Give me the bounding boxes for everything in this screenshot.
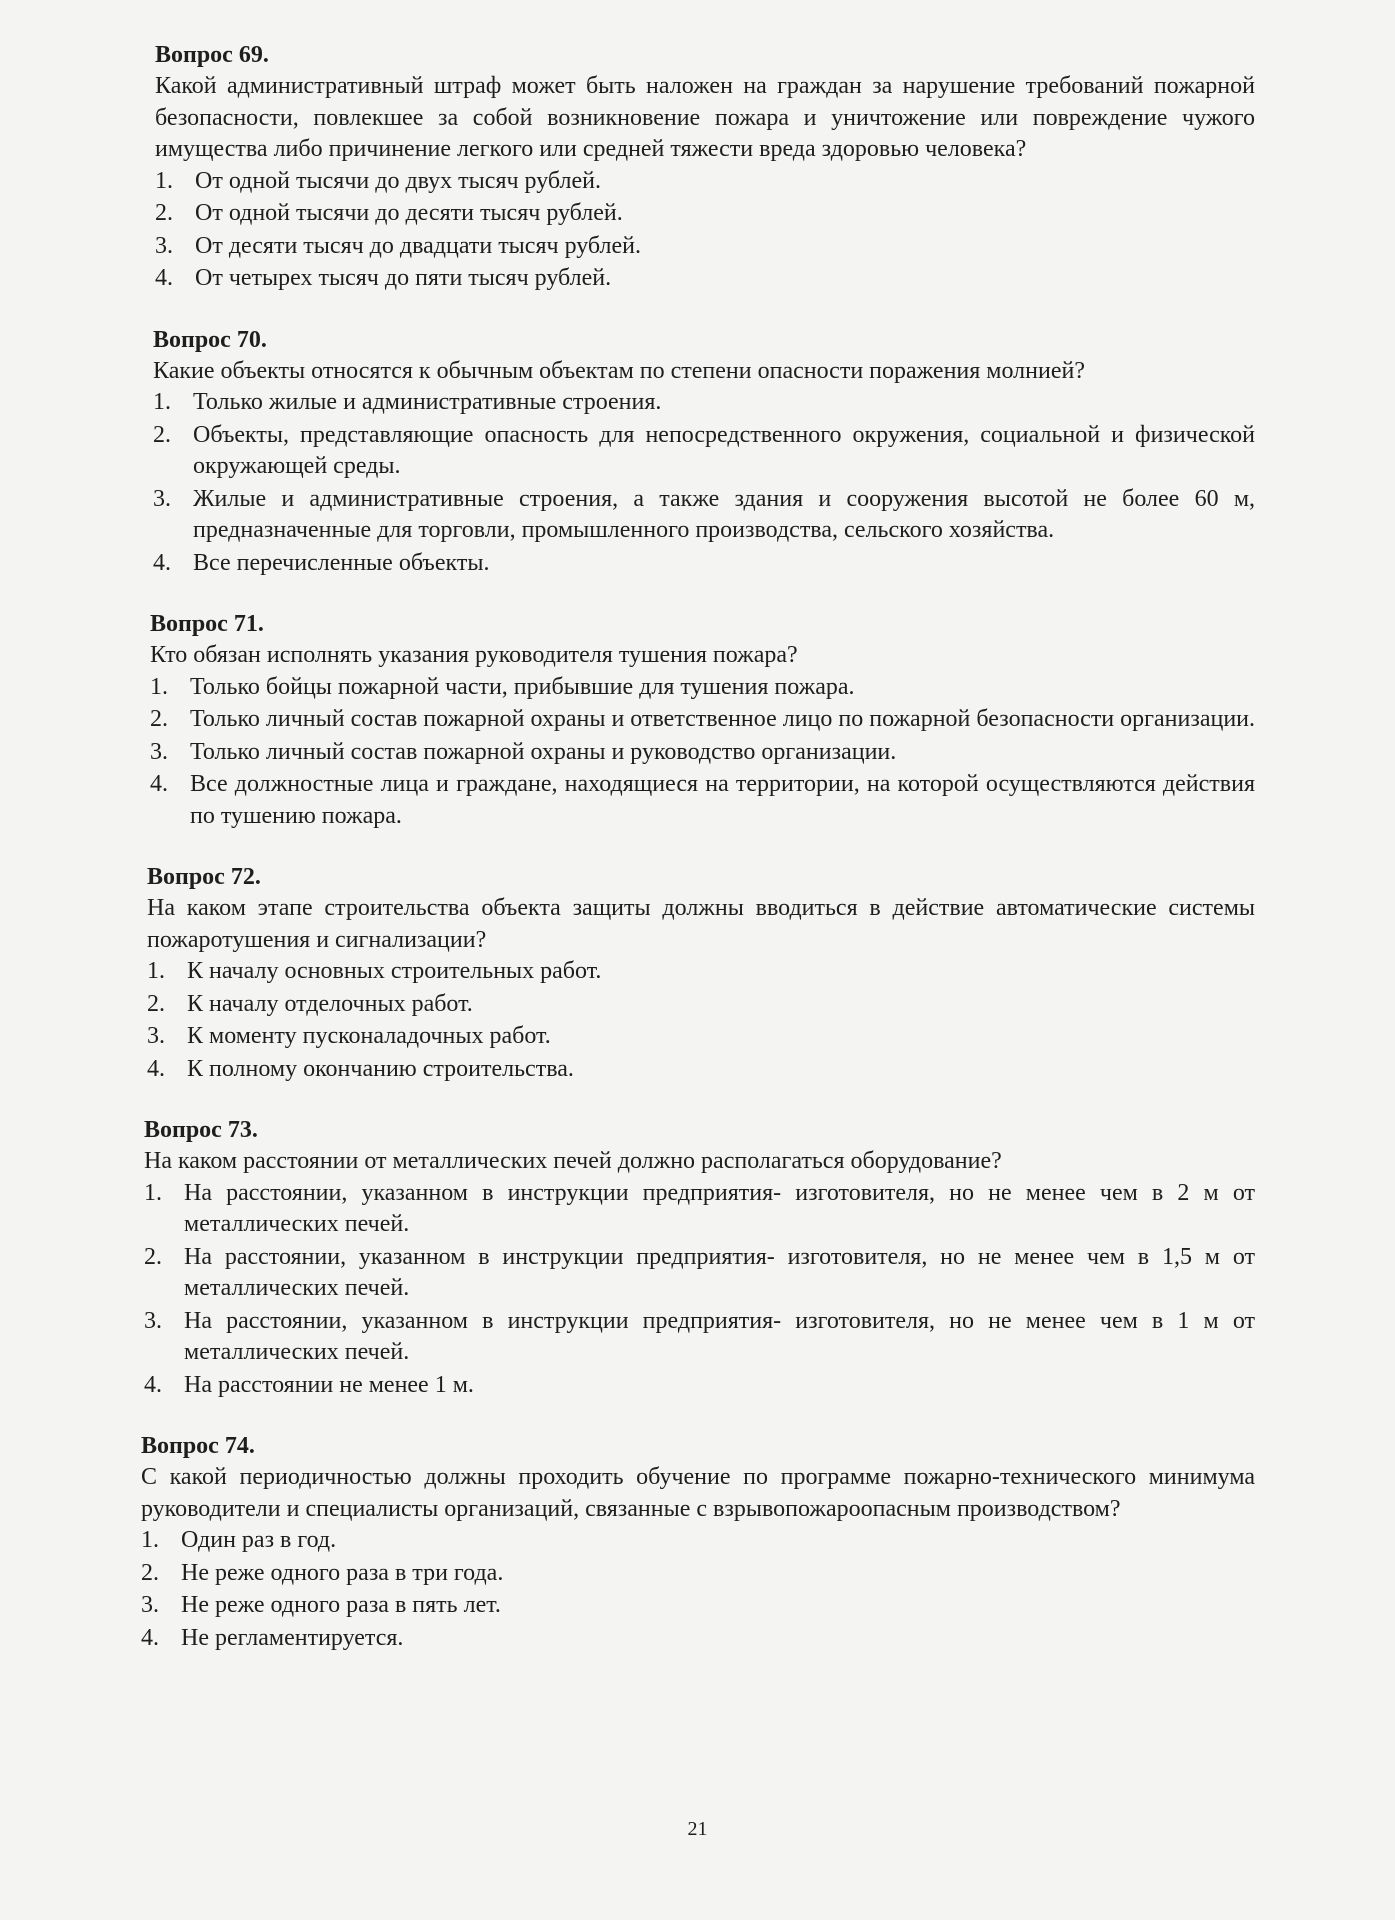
answer-option [150,704,1255,736]
answer-option [147,1021,1255,1053]
question-title: Вопрос 70. [153,326,267,353]
answer-option [150,737,1255,769]
option-number: 3. [155,232,173,259]
option-text: На расстоянии, указанном в инструкции предприятия- изготовителя, но не менее чем в 2 м от металлических печей. [184,1179,1255,1237]
question-71 [150,609,1255,832]
option-number: 4. [153,549,171,576]
answer-option [141,1590,1255,1622]
option-text: Не реже одного раза в три года. [181,1559,504,1586]
question-title: Вопрос 71. [150,611,264,637]
answer-option [141,1558,1255,1590]
option-number: 4. [141,1624,159,1651]
option-number: 4. [144,1371,162,1398]
option-text: Не регламентируется. [181,1624,404,1651]
question-title: Вопрос 72. [147,864,261,890]
question-title: Вопрос 73. [144,1117,258,1143]
option-text: Объекты, представляющие опасность для непосредственного окружения, социальной и физической окружающей среды. [193,421,1255,479]
answer-option [155,198,1255,230]
question-72 [147,862,1255,1085]
question-text: С какой периодичностью должны проходить обучение по программе пожарно-технического минимума руководители и специалисты организаций, связанные с взрывопожароопасным производством? [141,1464,1255,1522]
option-number: 4. [147,1055,165,1082]
answer-option [155,263,1255,295]
option-number: 1. [147,958,165,984]
option-text: От четырех тысяч до пяти тысяч рублей. [195,265,612,291]
option-number: 2. [144,1243,162,1270]
option-number: 3. [153,485,171,512]
option-number: 1. [141,1527,159,1553]
answer-option [153,420,1255,483]
option-number: 2. [155,200,173,226]
option-text: От одной тысячи до двух тысяч рублей. [195,167,602,194]
option-text: К полному окончанию строительства. [187,1055,574,1082]
option-text: К моменту пусконаладочных работ. [187,1023,551,1049]
option-number: 1. [155,167,173,194]
answer-option [155,166,1255,198]
option-text: Только личный состав пожарной охраны и ответственное лицо по пожарной безопасности организации. [190,706,1255,732]
question-text: На каком этапе строительства объекта защиты должны вводиться в действие автоматические системы пожаротушения и сигнализации? [147,895,1255,953]
option-number: 3. [141,1592,159,1618]
answer-option [144,1242,1255,1305]
option-text: На расстоянии не менее 1 м. [184,1371,474,1398]
question-74 [141,1431,1255,1654]
answer-option [147,989,1255,1021]
answer-option [150,769,1255,832]
option-text: На расстоянии, указанном в инструкции предприятия- изготовителя, но не менее чем в 1,5 м от металлических печей. [184,1243,1255,1301]
answer-option [155,231,1255,263]
answer-option [147,956,1255,988]
option-text: Только бойцы пожарной части, прибывшие для тушения пожара. [190,673,855,700]
answer-option [141,1525,1255,1557]
option-number: 2. [150,706,168,732]
option-text: К началу отделочных работ. [187,990,473,1017]
question-title: Вопрос 74. [141,1433,255,1459]
answer-option [150,672,1255,704]
option-text: Один раз в год. [181,1527,337,1553]
answer-option [153,484,1255,547]
option-text: Не реже одного раза в пять лет. [181,1592,501,1618]
answer-option [144,1370,1255,1402]
option-text: Все перечисленные объекты. [193,549,490,576]
question-70 [153,325,1255,580]
option-number: 1. [144,1179,162,1206]
question-text: Какой административный штраф может быть наложен на граждан за нарушение требований пожарной безопасности, повлекшее за собой возникновение пожара и уничтожение или повреждение чужого имущества либо причинение легкого или средней тяжести вреда здоровью человека? [155,73,1255,162]
answer-option [144,1178,1255,1241]
option-text: От десяти тысяч до двадцати тысяч рублей. [195,232,642,259]
option-text: К началу основных строительных работ. [187,958,602,984]
option-text: Только жилые и административные строения. [193,389,662,415]
option-number: 4. [150,771,168,797]
option-number: 3. [144,1307,162,1334]
answer-options [144,1178,1255,1402]
question-text: Кто обязан исполнять указания руководителя тушения пожара? [150,642,798,668]
option-number: 1. [150,673,168,700]
option-text: Все должностные лица и граждане, находящиеся на территории, на которой осуществляются действия по тушению пожара. [190,771,1255,829]
option-number: 3. [147,1023,165,1049]
option-text: На расстоянии, указанном в инструкции предприятия- изготовителя, но не менее чем в 1 м от металлических печей. [184,1307,1255,1365]
option-text: Только личный состав пожарной охраны и руководство организации. [190,738,897,765]
option-number: 1. [153,389,171,415]
answer-options [147,956,1255,1085]
question-73 [144,1115,1255,1401]
answer-option [144,1306,1255,1369]
question-69 [155,40,1255,295]
option-number: 2. [141,1559,159,1586]
answer-option [147,1054,1255,1086]
option-text: От одной тысячи до десяти тысяч рублей. [195,200,623,226]
option-text: Жилые и административные строения, а также здания и сооружения высотой не более 60 м, предназначенные для торговли, промышленного производства, сельского хозяйства. [193,485,1255,543]
answer-options [153,387,1255,579]
option-number: 4. [155,265,173,291]
option-number: 3. [150,738,168,765]
question-title: Вопрос 69. [155,42,269,68]
option-number: 2. [153,421,171,448]
question-text: На каком расстоянии от металлических печей должно располагаться оборудование? [144,1148,1002,1174]
answer-options [150,672,1255,833]
page-number: 21 [687,1818,708,1840]
question-text: Какие объекты относятся к обычным объектам по степени опасности поражения молнией? [153,357,1085,384]
answer-option [153,548,1255,580]
answer-option [141,1623,1255,1655]
option-number: 2. [147,990,165,1017]
answer-option [153,387,1255,419]
answer-options [155,166,1255,295]
answer-options [141,1525,1255,1654]
